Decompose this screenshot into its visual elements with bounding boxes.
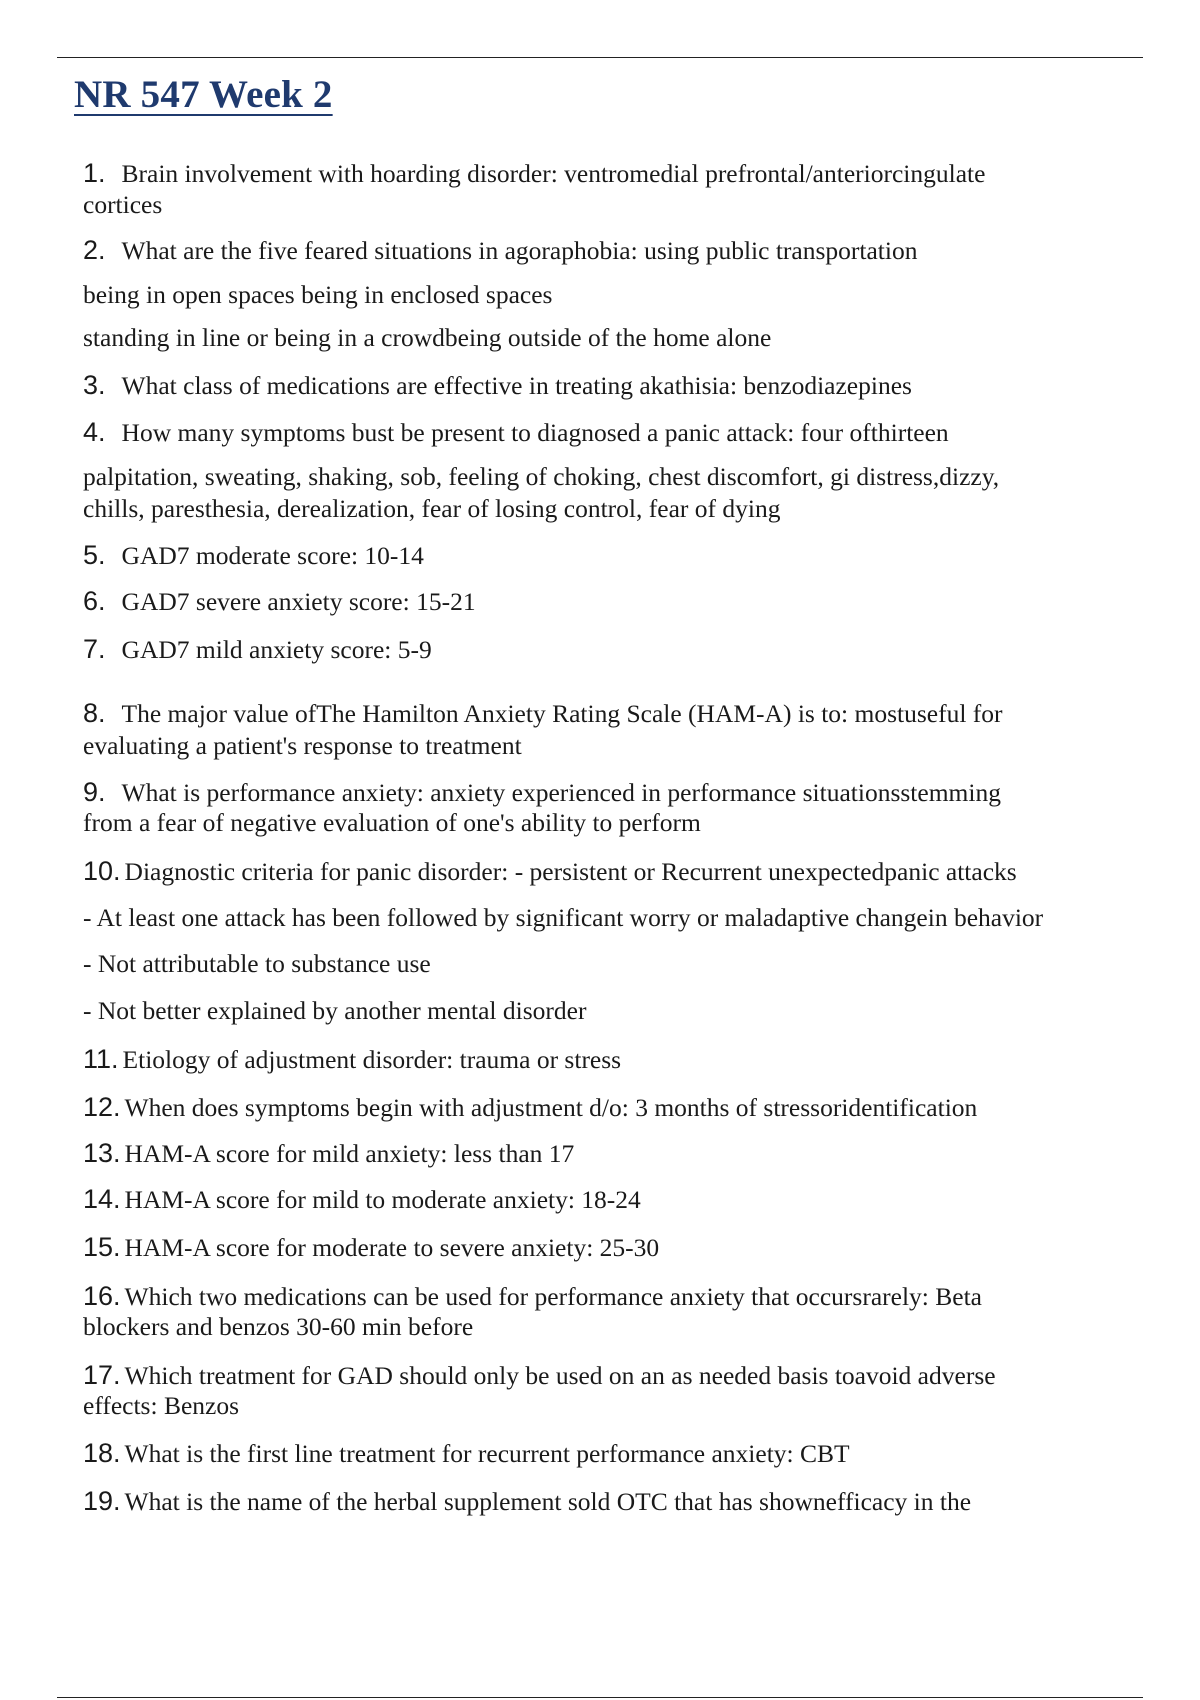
list-item-line	[83, 1232, 659, 1263]
item-text: from a fear of negative evaluation of one's ability to perform	[83, 808, 701, 837]
item-text: - At least one attack has been followed by significant worry or maladaptive changein behavior	[83, 903, 1044, 932]
list-item-line	[83, 158, 985, 189]
item-number: 14.	[83, 1184, 121, 1214]
list-item-line	[83, 494, 780, 524]
item-text: HAM-A score for mild anxiety: less than 17	[124, 1139, 575, 1168]
item-number: 7.	[83, 634, 106, 664]
item-number: 10.	[83, 856, 121, 886]
item-number: 17.	[83, 1360, 121, 1390]
list-item-line	[83, 1138, 574, 1169]
list-item-line	[83, 370, 912, 401]
list-item-line	[83, 949, 431, 979]
item-text: Etiology of adjustment disorder: trauma or stress	[122, 1045, 622, 1074]
list-item-line	[83, 1486, 971, 1517]
item-text: blockers and benzos 30-60 min before	[83, 1312, 474, 1341]
page-title: NR 547 Week 2	[74, 73, 333, 116]
item-number: 16.	[83, 1281, 121, 1311]
item-number: 5.	[83, 540, 106, 570]
item-text: palpitation, sweating, shaking, sob, feeling of choking, chest discomfort, gi distress,dizzy,	[83, 462, 1000, 491]
item-text: GAD7 severe anxiety score: 15-21	[121, 587, 476, 616]
list-item-line	[83, 1044, 621, 1075]
list-item-line	[83, 1281, 982, 1312]
item-number: 2.	[83, 235, 106, 265]
list-item-line	[83, 856, 1017, 887]
list-item-line	[83, 903, 1043, 933]
item-number: 3.	[83, 370, 106, 400]
item-text: HAM-A score for mild to moderate anxiety: 18-24	[124, 1185, 641, 1214]
list-item-line	[83, 417, 949, 448]
item-text: GAD7 moderate score: 10-14	[121, 541, 424, 570]
item-text: Brain involvement with hoarding disorder: ventromedial prefrontal/anteriorcingulate	[121, 159, 986, 188]
list-item-line	[83, 235, 917, 266]
item-text: Diagnostic criteria for panic disorder: - persistent or Recurrent unexpectedpanic attacks	[124, 857, 1017, 886]
list-item-line	[83, 808, 701, 838]
item-number: 6.	[83, 586, 106, 616]
item-text: HAM-A score for moderate to severe anxiety: 25-30	[124, 1233, 660, 1262]
item-text: The major value ofThe Hamilton Anxiety Rating Scale (HAM-A) is to: mostuseful for	[121, 699, 1003, 728]
item-text: cortices	[83, 190, 163, 219]
list-item-line	[83, 323, 771, 353]
item-text: What is performance anxiety: anxiety experienced in performance situationsstemming	[121, 778, 1001, 807]
item-number: 8.	[83, 698, 106, 728]
item-text: Which treatment for GAD should only be used on an as needed basis toavoid adverse	[124, 1361, 996, 1390]
item-text: When does symptoms begin with adjustment d/o: 3 months of stressoridentification	[124, 1093, 978, 1122]
list-item-line	[83, 698, 1003, 729]
list-item-line	[83, 540, 424, 571]
top-rule	[57, 57, 1143, 58]
list-item-line	[83, 996, 586, 1026]
list-item-line	[83, 1360, 996, 1391]
item-text: What are the five feared situations in agoraphobia: using public transportation	[121, 236, 918, 265]
list-item-line	[83, 190, 162, 220]
bottom-rule	[57, 1697, 1143, 1698]
item-number: 1.	[83, 158, 106, 188]
item-text: What is the name of the herbal supplement sold OTC that has shownefficacy in the	[124, 1487, 972, 1516]
item-text: - Not attributable to substance use	[83, 949, 431, 978]
item-number: 13.	[83, 1138, 121, 1168]
item-text: - Not better explained by another mental disorder	[83, 996, 587, 1025]
item-number: 9.	[83, 777, 106, 807]
list-item-line	[83, 1312, 473, 1342]
item-text: effects: Benzos	[83, 1391, 240, 1420]
item-text: How many symptoms bust be present to diagnosed a panic attack: four ofthirteen	[121, 418, 949, 447]
list-item-line	[83, 1391, 239, 1421]
item-text: What is the first line treatment for recurrent performance anxiety: CBT	[124, 1439, 850, 1468]
list-item-line	[83, 1184, 641, 1215]
list-item-line	[83, 1438, 850, 1469]
item-text: standing in line or being in a crowdbeing outside of the home alone	[83, 323, 772, 352]
item-number: 12.	[83, 1092, 121, 1122]
list-item-line	[83, 462, 999, 492]
list-item-line	[83, 586, 476, 617]
list-item-line	[83, 1092, 977, 1123]
item-number: 11.	[83, 1044, 119, 1074]
item-text: GAD7 mild anxiety score: 5-9	[121, 635, 432, 664]
list-item-line	[83, 777, 1001, 808]
item-text: What class of medications are effective in treating akathisia: benzodiazepines	[121, 371, 912, 400]
item-text: being in open spaces being in enclosed spaces	[83, 280, 553, 309]
item-text: evaluating a patient's response to treatment	[83, 731, 522, 760]
item-number: 15.	[83, 1232, 121, 1262]
item-text: chills, paresthesia, derealization, fear of losing control, fear of dying	[83, 494, 781, 523]
item-number: 4.	[83, 417, 106, 447]
list-item-line	[83, 731, 522, 761]
list-item-line	[83, 280, 552, 310]
item-text: Which two medications can be used for performance anxiety that occursrarely: Beta	[124, 1282, 982, 1311]
item-number: 18.	[83, 1438, 121, 1468]
item-number: 19.	[83, 1486, 121, 1516]
list-item-line	[83, 634, 432, 665]
